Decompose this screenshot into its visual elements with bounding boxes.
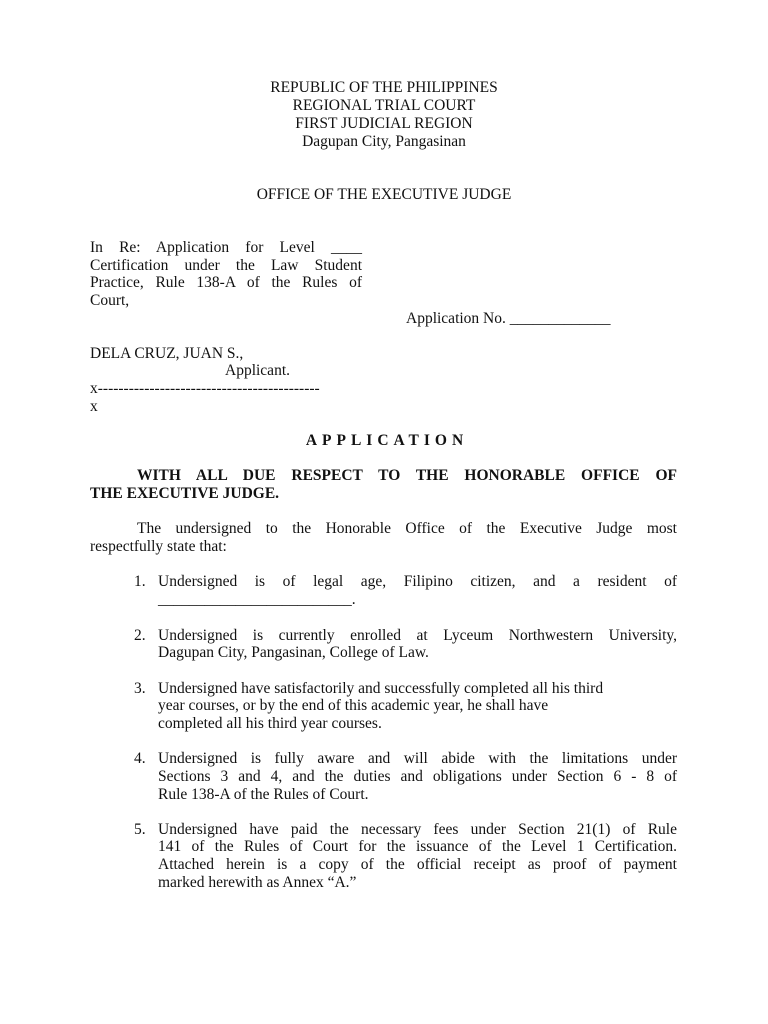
item-4-line-3: Rule 138-A of the Rules of Court. [158,786,369,803]
applicant-label: Applicant. [225,362,290,379]
item-4-number: 4. [134,750,146,767]
intro-line-2: respectfully state that: [90,538,227,555]
item-5-line-4: marked herewith as Annex “A.” [158,874,357,891]
item-1-number: 1. [134,573,146,590]
in-re-line-4: Court, [90,292,130,309]
header-court: REGIONAL TRIAL COURT [292,97,476,114]
salutation-line-1: WITH ALL DUE RESPECT TO THE HONORABLE OFFICE OF [137,467,677,484]
document-title: APPLICATION [305,432,469,449]
item-5-line-3: Attached herein is a copy of the official receipt as proof of payment [158,856,677,873]
item-3-line-1: Undersigned have satisfactorily and successfully completed all his third [158,680,604,697]
header-city: Dagupan City, Pangasinan [302,133,466,150]
item-1-line-1: Undersigned is of legal age, Filipino citizen, and a resident of [158,573,677,590]
item-3-line-3: completed all his third year courses. [158,715,382,732]
office-title: OFFICE OF THE EXECUTIVE JUDGE [256,186,512,203]
caption-separator-end: x [90,398,98,415]
header-region: FIRST JUDICIAL REGION [295,115,473,132]
application-number: Application No. _____________ [406,310,611,327]
item-5-number: 5. [134,821,146,838]
item-4-line-2: Sections 3 and 4, and the duties and obligations under Section 6 - 8 of [158,768,677,785]
item-4-line-1: Undersigned is fully aware and will abide with the limitations under [158,750,677,767]
in-re-line-1: In Re: Application for Level ____ [90,239,362,256]
item-3-line-2: year courses, or by the end of this academic year, he shall have [158,697,549,714]
in-re-line-2: Certification under the Law Student [90,257,362,274]
item-2-number: 2. [134,627,146,644]
intro-line-1: The undersigned to the Honorable Office of the Executive Judge most [137,520,677,537]
item-5-line-1: Undersigned have paid the necessary fees under Section 21(1) of Rule [158,821,677,838]
caption-separator: x------------------------------------------- [90,380,320,397]
header-republic: REPUBLIC OF THE PHILIPPINES [270,79,498,96]
item-5-line-2: 141 of the Rules of Court for the issuance of the Level 1 Certification. [158,838,677,855]
item-1-line-2: _________________________. [158,591,356,608]
in-re-line-3: Practice, Rule 138-A of the Rules of [90,274,362,291]
item-2-line-1: Undersigned is currently enrolled at Lyceum Northwestern University, [158,627,677,644]
item-3-number: 3. [134,680,146,697]
salutation-line-2: THE EXECUTIVE JUDGE. [90,485,280,502]
applicant-name: DELA CRUZ, JUAN S., [90,345,244,362]
item-2-line-2: Dagupan City, Pangasinan, College of Law. [158,644,429,661]
